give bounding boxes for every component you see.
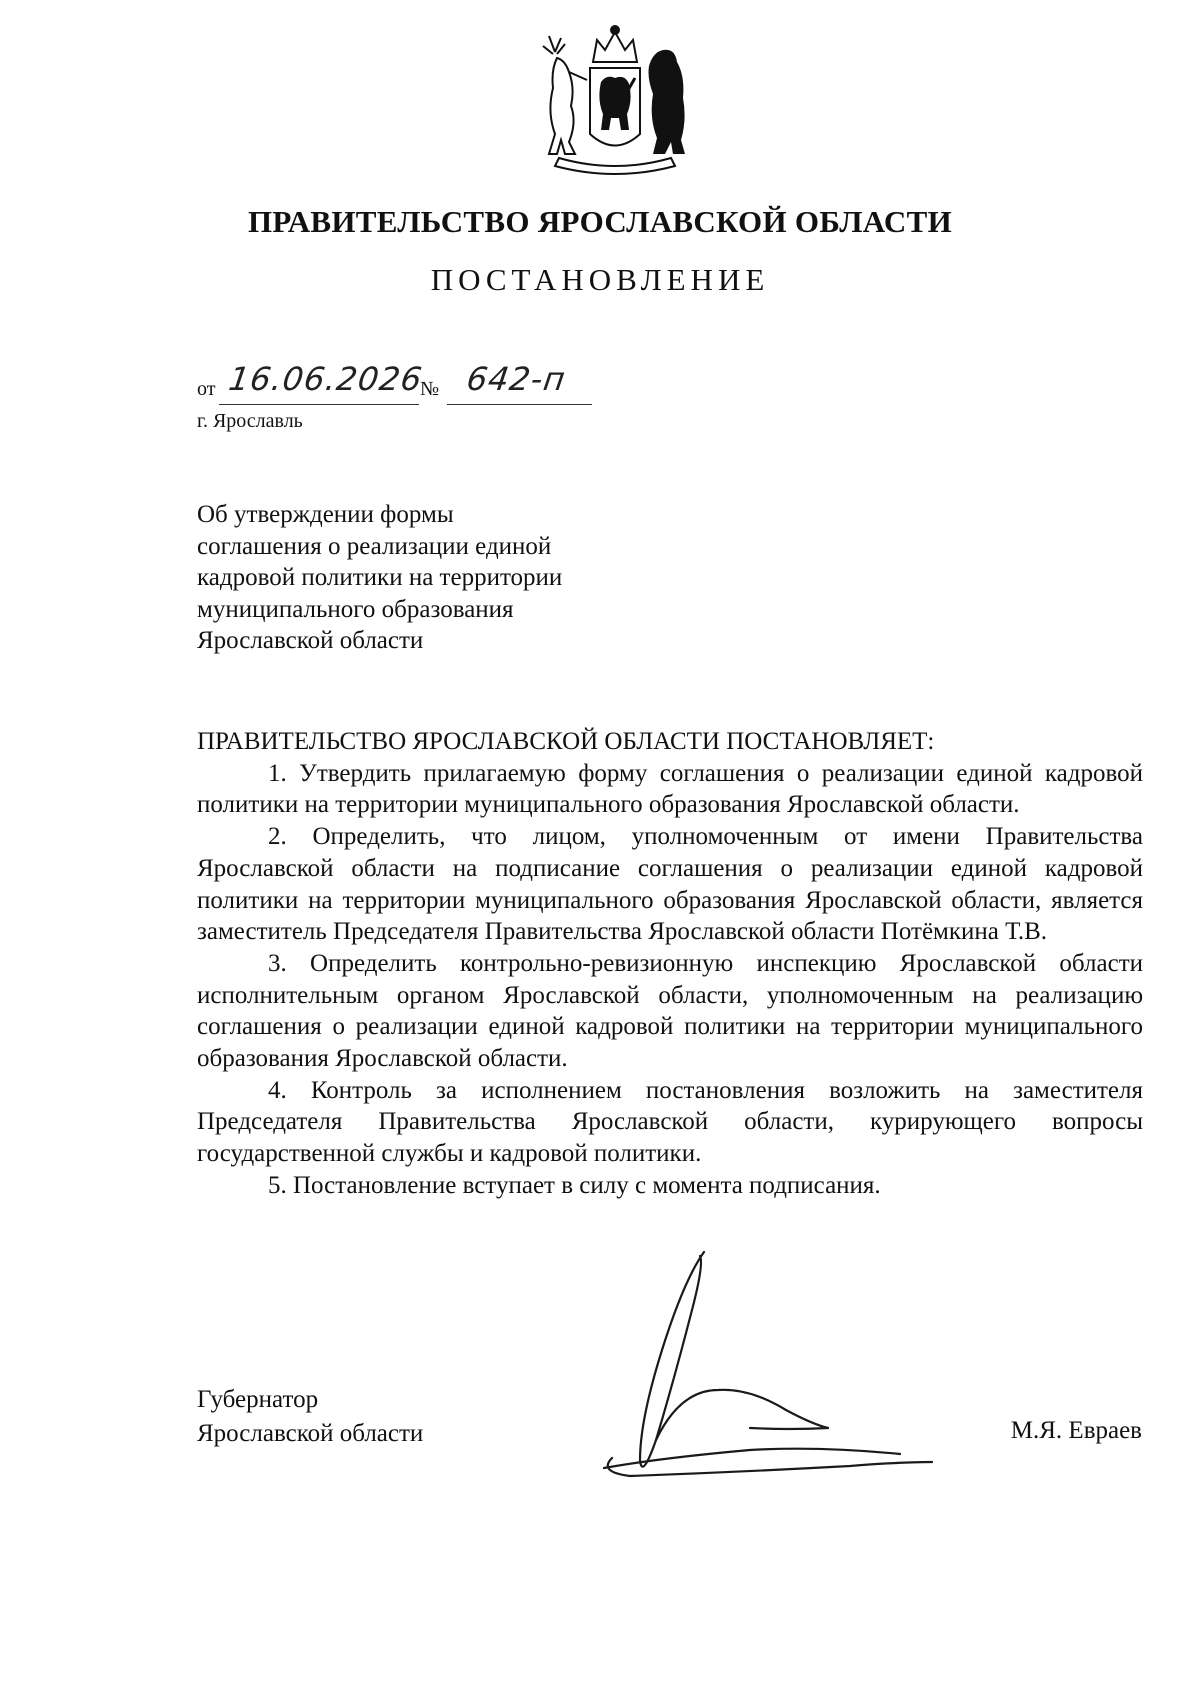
subject-line: муниципального образования	[197, 595, 514, 623]
handwritten-number: 642-п	[464, 360, 569, 398]
government-title: ПРАВИТЕЛЬСТВО ЯРОСЛАВСКОЙ ОБЛАСТИ	[248, 204, 952, 239]
handwritten-signature-icon	[600, 1240, 1030, 1600]
subject-line: соглашения о реализации единой	[197, 532, 552, 560]
position-line: Губернатор	[197, 1386, 319, 1413]
document-subject	[197, 499, 627, 657]
clause-3: 3. Определить контрольно-ревизионную инспекцию Ярославской области исполнительным органом Ярославской области, уполномоченным на реализацию соглашения о реализации единой кадровой политики на территории муниципального образования Ярославской области.	[197, 949, 1143, 1073]
clause-4: 4. Контроль за исполнением постановления возложить на заместителя Председателя Правительства Ярославской области, курирующего вопросы государственной службы и кадровой политики.	[197, 1076, 1143, 1168]
signatory-name: М.Я. Евраев	[1010, 1417, 1142, 1444]
subject-line: кадровой политики на территории	[197, 564, 563, 591]
position-line: Ярославской области	[197, 1420, 424, 1447]
decree-heading: ПРАВИТЕЛЬСТВО ЯРОСЛАВСКОЙ ОБЛАСТИ ПОСТАНОВЛЯЕТ:	[197, 728, 935, 755]
clause-1: 1. Утвердить прилагаемую форму соглашения о реализации единой кадровой политики на территории муниципального образования Ярославской области.	[197, 759, 1143, 819]
signatory-position	[197, 1383, 423, 1451]
city: г. Ярославль	[197, 410, 303, 432]
number-prefix: №	[420, 378, 440, 400]
date-prefix: от	[197, 378, 216, 400]
date-underline	[219, 404, 419, 405]
subject-line: Об утверждении формы	[197, 501, 454, 528]
handwritten-date: 16.06.2026	[226, 360, 425, 398]
document-body	[197, 726, 1143, 1202]
yaroslavl-coat-of-arms-icon	[535, 22, 695, 180]
registration-line	[197, 360, 617, 410]
subject-line: Ярославской области	[197, 627, 424, 654]
document-type: ПОСТАНОВЛЕНИЕ	[430, 262, 770, 297]
clause-2: 2. Определить, что лицом, уполномоченным от имени Правительства Ярославской области на подписание соглашения о реализации единой кадровой политики на территории муниципального образования Ярославской области, является заместитель Председателя Правительства Ярославской области Потёмкина Т.В.	[197, 823, 1143, 946]
clause-5: 5. Постановление вступает в силу с момента подписания.	[268, 1171, 881, 1199]
number-underline	[447, 404, 592, 405]
